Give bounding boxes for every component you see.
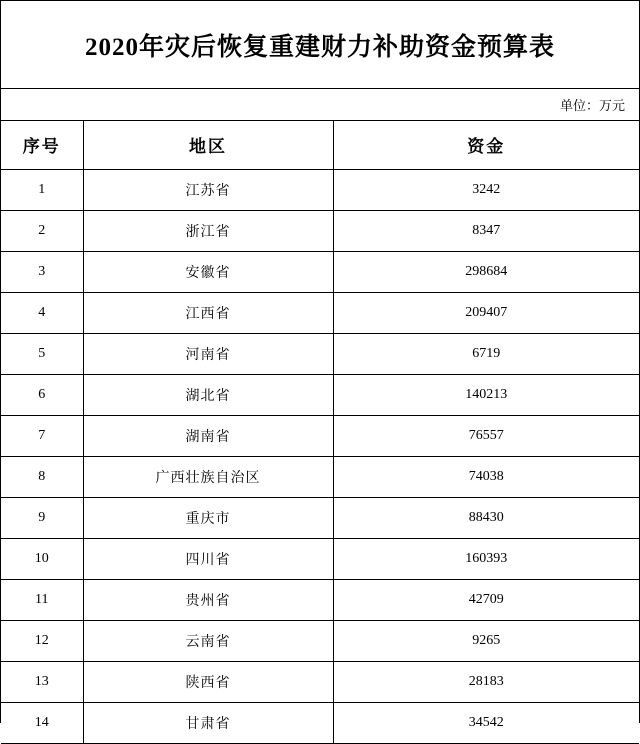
budget-table: [1, 121, 639, 744]
table-row: [1, 210, 639, 251]
column-header-amount: 资金: [333, 121, 639, 169]
cell-no: 2: [1, 210, 83, 251]
cell-no: 13: [1, 661, 83, 702]
cell-region: 四川省: [83, 538, 333, 579]
cell-region: 浙江省: [83, 210, 333, 251]
cell-region: 安徽省: [83, 251, 333, 292]
cell-region: 广西壮族自治区: [83, 456, 333, 497]
cell-region: 重庆市: [83, 497, 333, 538]
cell-amount: 8347: [333, 210, 639, 251]
table-row: [1, 538, 639, 579]
unit-note: 单位：万元: [559, 98, 625, 113]
table-row: [1, 661, 639, 702]
column-header-no: 序号: [1, 121, 83, 169]
cell-no: 14: [1, 702, 83, 743]
cell-no: 12: [1, 620, 83, 661]
cell-region: 贵州省: [83, 579, 333, 620]
cell-no: 10: [1, 538, 83, 579]
cell-no: 3: [1, 251, 83, 292]
cell-no: 6: [1, 374, 83, 415]
cell-region: 湖北省: [83, 374, 333, 415]
cell-region: 江西省: [83, 292, 333, 333]
cell-no: 11: [1, 579, 83, 620]
cell-amount: 42709: [333, 579, 639, 620]
cell-amount: 88430: [333, 497, 639, 538]
table-row: [1, 620, 639, 661]
cell-amount: 298684: [333, 251, 639, 292]
cell-region: 甘肃省: [83, 702, 333, 743]
cell-amount: 140213: [333, 374, 639, 415]
cell-amount: 76557: [333, 415, 639, 456]
cell-no: 5: [1, 333, 83, 374]
cell-amount: 9265: [333, 620, 639, 661]
table-row: [1, 374, 639, 415]
cell-no: 4: [1, 292, 83, 333]
cell-amount: 209407: [333, 292, 639, 333]
cell-region: 陕西省: [83, 661, 333, 702]
cell-amount: 160393: [333, 538, 639, 579]
cell-amount: 3242: [333, 169, 639, 210]
cell-region: 江苏省: [83, 169, 333, 210]
column-header-region: 地区: [83, 121, 333, 169]
table-row: [1, 169, 639, 210]
table-row: [1, 333, 639, 374]
table-row: [1, 497, 639, 538]
page-title: 2020年灾后恢复重建财力补助资金预算表: [84, 33, 555, 61]
cell-no: 7: [1, 415, 83, 456]
cell-region: 云南省: [83, 620, 333, 661]
table-body: [1, 169, 639, 743]
table-row: [1, 292, 639, 333]
table-header: [1, 121, 639, 169]
unit-note-row: [1, 89, 639, 121]
cell-no: 8: [1, 456, 83, 497]
cell-region: 河南省: [83, 333, 333, 374]
cell-amount: 74038: [333, 456, 639, 497]
table-header-row: [1, 121, 639, 169]
cell-region: 湖南省: [83, 415, 333, 456]
table-row: [1, 579, 639, 620]
cell-no: 1: [1, 169, 83, 210]
document-title-row: [1, 1, 639, 89]
cell-no: 9: [1, 497, 83, 538]
cell-amount: 34542: [333, 702, 639, 743]
table-row: [1, 415, 639, 456]
table-row: [1, 251, 639, 292]
cell-amount: 28183: [333, 661, 639, 702]
table-row: [1, 456, 639, 497]
cell-amount: 6719: [333, 333, 639, 374]
